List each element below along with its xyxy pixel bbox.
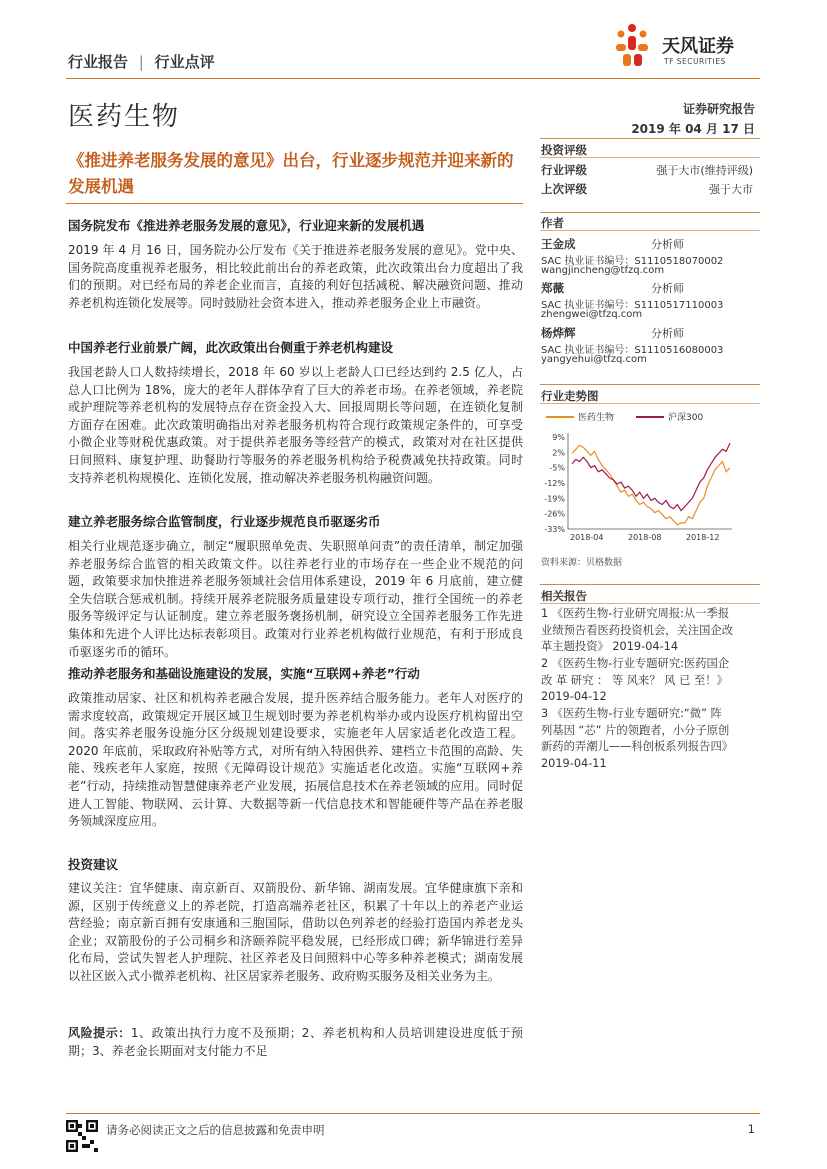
related-report-line: 革主题投资》 2019-04-14: [541, 640, 679, 653]
rating-divider: [540, 138, 760, 139]
section-body: 政策推动居家、社区和机构养老融合发展，提升医养结合服务能力。老年人对医疗的需求度较高，政策规定开展区域卫生规划时要为养老机构举办或内设医疗机构留出空间。落实养老服务设施分区分级规划建设要求，实施老年人居家适老化改造工程。2020 年底前，采取政府补贴等方式，对所有纳入特困供养、建档立卡范围的高龄、失能、残疾老年人家庭，按照《无障碍设计规范》实施适老化改造。实施“互联网+养老”行动，持续推动智慧健康养老产业发展，拓展信息技术在养老领域的应用。同时促进人工智能、物联网、云计算、大数据等新一代信息技术和智能硬件等产品在养老服务领域深度应用。: [68, 691, 523, 829]
author-role: 分析师: [651, 282, 684, 295]
x-tick-label: 2018-08: [628, 533, 662, 542]
related-report-line: 2019-04-12: [541, 690, 607, 703]
author-name: 郑薇: [541, 281, 564, 295]
related-report-line: 3 《医药生物-行业专题研究:“微” 阵: [541, 707, 722, 720]
qr-code-icon: [66, 1120, 98, 1152]
x-tick-label: 2018-04: [570, 533, 604, 542]
footer-divider: [66, 1113, 760, 1114]
related-report-line: 业绩预告看医药投资机会，关注国企改: [541, 623, 734, 637]
brand-name-en: TF SECURITIES: [664, 57, 726, 66]
risk-body: 1、政策出执行力度不及预期；2、养老机构和人员培训建设进度低于预期；3、养老金长期面对支付能力不足: [68, 1026, 523, 1058]
y-tick-label: 2%: [552, 448, 565, 458]
y-tick-label: -26%: [544, 509, 565, 519]
y-tick-label: -5%: [549, 463, 565, 473]
author-role: 分析师: [651, 238, 684, 251]
y-tick-label: -12%: [544, 479, 565, 488]
trend-heading-underline: [540, 403, 760, 404]
section-heading: 中国养老行业前景广阔，此次政策出台侧重于养老机构建设: [68, 340, 394, 355]
trend-divider: [540, 384, 760, 385]
y-tick-label: -19%: [544, 494, 565, 504]
series-line-pharma: [572, 445, 730, 525]
author-cert: SAC 执业证书编号：S1110517110003: [541, 300, 724, 311]
header-separator: |: [138, 53, 144, 71]
industry-rating-label: 行业评级: [541, 163, 587, 177]
author-cert: SAC 执业证书编号：S1110518070002: [541, 256, 724, 267]
author-email[interactable]: wangjincheng@tfzq.com: [541, 265, 665, 276]
title-divider: [66, 203, 523, 204]
rating-heading: 投资评级: [541, 143, 587, 157]
related-report-line: 改 革 研究 ： 等 风来？ 风 已 至！》: [541, 673, 728, 687]
authors-heading-underline: [540, 230, 760, 231]
chart-source: 资料来源：贝格数据: [541, 558, 623, 568]
report-subtype: 行业点评: [154, 53, 215, 71]
author-name: 杨烨辉: [541, 326, 576, 340]
related-divider: [540, 584, 760, 585]
author-email[interactable]: yangyehui@tfzq.com: [541, 354, 647, 365]
prev-rating-label: 上次评级: [541, 182, 587, 196]
related-heading: 相关报告: [541, 589, 587, 603]
y-tick-label: 9%: [552, 433, 565, 442]
footer-disclaimer: 请务必阅读正文之后的信息披露和免责申明: [106, 1123, 325, 1137]
industry-trend-chart: [538, 407, 758, 547]
related-heading-underline: [540, 603, 760, 604]
author-name: 王金成: [541, 237, 576, 251]
x-tick-label: 2018-12: [686, 533, 720, 542]
doc-type: 证券研究报告: [682, 102, 755, 116]
brand-name-cn: 天风证券: [662, 36, 734, 57]
related-report-line: 2 《医药生物-行业专题研究:医药国企: [541, 657, 730, 670]
industry-name: 医药生物: [68, 102, 181, 132]
related-report-line: 新药的弄潮儿——科创板系列报告四》: [541, 740, 734, 753]
report-date: 2019 年 04 月 17 日: [631, 122, 755, 136]
header-divider: [66, 78, 760, 79]
legend-label: 医药生物: [578, 413, 615, 423]
section-heading: 推动养老服务和基础设施建设的发展，实施“互联网+养老”行动: [68, 666, 420, 681]
rating-heading-underline: [540, 157, 760, 158]
prev-rating-value: 强于大市: [709, 183, 753, 196]
trend-heading: 行业走势图: [541, 389, 599, 403]
section-body: 建议关注：宜华健康、南京新百、双箭股份、新华锦、湖南发展。宜华健康旗下亲和源，区别于传统意义上的养老院，打造高端养老社区，积累了十年以上的养老产业运营经验；南京新百拥有安康通和三胞国际，借助以色列养老的经验打造国内养老龙头企业；双箭股份的子公司桐乡和济颐养院平稳发展，已经形成口碑；新华锦进行差异化布局，尝试失智老人护理院、社区养老及日间照料中心等多种养老模式；湖南发展以社区嵌入式小微养老机构、社区居家养老服务、政府购买服务及相关业务为主。: [68, 881, 523, 983]
risk-paragraph: [68, 1025, 523, 1060]
authors-heading: 作者: [541, 216, 564, 230]
author-role: 分析师: [651, 327, 684, 340]
page-title: 《推进养老服务发展的意见》出台，行业逐步规范并迎来新的发展机遇: [68, 151, 514, 196]
related-report-line: 1 《医药生物-行业研究周报:从一季报: [541, 607, 730, 620]
author-cert: SAC 执业证书编号：S1110516080003: [541, 345, 724, 356]
section-heading: 国务院发布《推进养老服务发展的意见》，行业迎来新的发展机遇: [68, 218, 425, 233]
y-tick-label: -33%: [544, 525, 565, 534]
legend-label: 沪深300: [668, 413, 704, 423]
logo-mark-icon: [610, 22, 654, 68]
brand-logo: [610, 22, 770, 74]
related-report-item[interactable]: [541, 606, 761, 656]
section-body: 相关行业规范逐步确立，制定“履职照单免责、失职照单问责”的责任清单，制定加强养老服务综合监管的相关政策文件。以往养老行业的市场存在一些企业不规范的问题，政策要求加快推进养老服务领域社会信用体系建设，2019 年 6 月底前，建立健全失信联合惩戒机制。持续开展养老院服务质量建设专项行动，推行全国统一的养老服务等级评定与认证制度。建立养老服务褒扬机制，研究设立全国养老服务工作先进集体和先进个人评比达标表彰项目。政策对行业养老机构做行业规范，有利于形成良币驱逐劣币的循环。: [68, 539, 523, 659]
risk-label: 风险提示：: [68, 1026, 131, 1040]
industry-rating-value: 强于大市(维持评级): [656, 164, 753, 177]
section-heading: 投资建议: [68, 857, 119, 872]
report-type: 行业报告: [68, 53, 129, 71]
section-body: 我国老龄人口人数持续增长，2018 年 60 岁以上老龄人口已经达到约 2.5 亿人，占总人口比例为 18%，庞大的老年人群体孕育了巨大的养老市场。在养老领域，养老院或护理院等养老机构的发展特点存在资金投入大、回报周期长等问题，在连锁化复制方面存在困难。此次政策明确指出对养老服务机构符合现行政策规定条件的，可享受小微企业等财税优惠政策。对于提供养老服务等经营产的模式，政策对对在社区提供日间照料、康复护理、助餐助行等服务的养老服务机构给予税费减免扶持政策。同时支持养老机构规模化、连锁化发展，推动解决养老服务机构融资问题。: [68, 365, 523, 485]
section-body: 2019 年 4 月 16 日，国务院办公厅发布《关于推进养老服务发展的意见》。党中央、国务院高度重视养老服务，相比较此前出台的养老政策，此次政策出台力度超出了我们的预期。对已经布局的养老企业而言，直接的利好包括减税、解决融资问题、推动养老机构连锁化发展等。同时鼓励社会资本进入，推动养老服务企业上市融资。: [68, 243, 523, 310]
report-type-label: [68, 51, 215, 72]
author-email[interactable]: zhengwei@tfzq.com: [541, 309, 643, 320]
related-report-line: 2019-04-11: [541, 756, 607, 770]
related-report-item[interactable]: [541, 656, 761, 706]
related-report-item[interactable]: [541, 706, 761, 772]
section-heading: 建立养老服务综合监管制度，行业逐步规范良币驱逐劣币: [68, 514, 381, 529]
related-report-line: 列基因 “芯” 片的领跑者，小分子原创: [541, 723, 730, 737]
page-number: 1: [747, 1122, 755, 1136]
authors-divider: [540, 212, 760, 213]
